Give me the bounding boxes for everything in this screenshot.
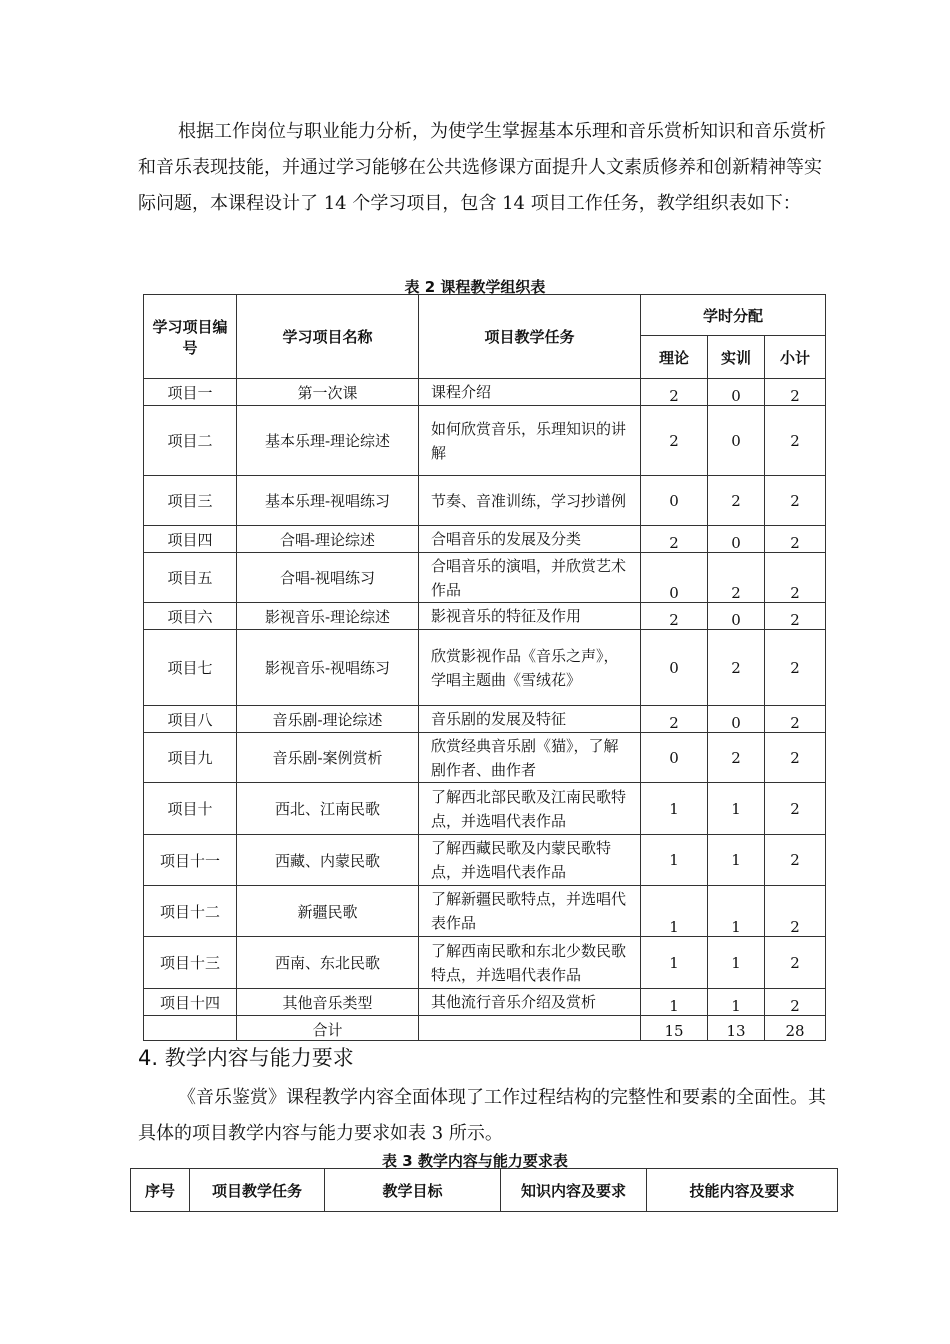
table2-caption: 表 2 课程教学组织表 bbox=[404, 278, 546, 296]
total-theory: 15 bbox=[641, 1016, 708, 1041]
practice-hours: 0 bbox=[708, 406, 765, 476]
project-no: 项目十 bbox=[144, 783, 237, 835]
header-subtotal: 小计 bbox=[765, 336, 826, 379]
project-task: 欣赏经典音乐剧《猫》，了解剧作者、曲作者 bbox=[419, 733, 641, 783]
subtotal-hours: 2 bbox=[765, 476, 826, 526]
table-row bbox=[144, 989, 826, 1016]
project-no: 项目九 bbox=[144, 733, 237, 783]
table-row bbox=[144, 630, 826, 706]
total-practice: 13 bbox=[708, 1016, 765, 1041]
practice-hours: 2 bbox=[708, 476, 765, 526]
practice-hours: 0 bbox=[708, 526, 765, 553]
header-project-name: 学习项目名称 bbox=[237, 295, 419, 379]
project-no: 项目十二 bbox=[144, 886, 237, 937]
project-name: 其他音乐类型 bbox=[237, 989, 419, 1016]
total-row bbox=[144, 1016, 826, 1041]
subtotal-hours: 2 bbox=[765, 835, 826, 886]
project-task: 影视音乐的特征及作用 bbox=[419, 603, 641, 630]
table-row bbox=[144, 733, 826, 783]
subtotal-hours: 2 bbox=[765, 733, 826, 783]
project-no: 项目八 bbox=[144, 706, 237, 733]
table-row bbox=[144, 379, 826, 406]
theory-hours: 0 bbox=[641, 733, 708, 783]
project-task: 了解西藏民歌及内蒙民歌特点，并选唱代表作品 bbox=[419, 835, 641, 886]
table-row bbox=[144, 937, 826, 989]
project-name: 第一次课 bbox=[237, 379, 419, 406]
subtotal-hours: 2 bbox=[765, 937, 826, 989]
total-subtotal: 28 bbox=[765, 1016, 826, 1041]
header-skills: 技能内容及要求 bbox=[647, 1169, 838, 1212]
theory-hours: 1 bbox=[641, 835, 708, 886]
intro-text: 根据工作岗位与职业能力分析，为使学生掌握基本乐理和音乐赏析知识和音乐赏析和音乐表现技能，并通过学习能够在公共选修课方面提升人文素质修养和创新精神等实际问题，本课程设计了 14 个学习项目，包含 14 项目工作任务，教学组织表如下： bbox=[138, 121, 826, 214]
subtotal-hours: 2 bbox=[765, 706, 826, 733]
project-name: 西南、东北民歌 bbox=[237, 937, 419, 989]
header-practice: 实训 bbox=[708, 336, 765, 379]
project-task: 合唱音乐的演唱，并欣赏艺术作品 bbox=[419, 553, 641, 603]
project-task: 音乐剧的发展及特征 bbox=[419, 706, 641, 733]
project-no: 项目十一 bbox=[144, 835, 237, 886]
table-row bbox=[144, 603, 826, 630]
project-name: 音乐剧-案例赏析 bbox=[237, 733, 419, 783]
project-no: 项目二 bbox=[144, 406, 237, 476]
table-row bbox=[144, 783, 826, 835]
project-name: 基本乐理-理论综述 bbox=[237, 406, 419, 476]
project-no: 项目七 bbox=[144, 630, 237, 706]
practice-hours: 2 bbox=[708, 630, 765, 706]
project-task: 课程介绍 bbox=[419, 379, 641, 406]
table-row bbox=[144, 886, 826, 937]
project-no: 项目十三 bbox=[144, 937, 237, 989]
intro-paragraph bbox=[138, 114, 838, 222]
total-empty-cell bbox=[144, 1016, 237, 1041]
project-task: 其他流行音乐介绍及赏析 bbox=[419, 989, 641, 1016]
project-task: 了解西北部民歌及江南民歌特点，并选唱代表作品 bbox=[419, 783, 641, 835]
subtotal-hours: 2 bbox=[765, 406, 826, 476]
header-teaching-task: 项目教学任务 bbox=[190, 1169, 325, 1212]
project-no: 项目四 bbox=[144, 526, 237, 553]
header-hours: 学时分配 bbox=[641, 295, 826, 336]
theory-hours: 2 bbox=[641, 406, 708, 476]
header-seq: 序号 bbox=[131, 1169, 190, 1212]
table-row bbox=[144, 526, 826, 553]
project-name: 影视音乐-理论综述 bbox=[237, 603, 419, 630]
practice-hours: 1 bbox=[708, 835, 765, 886]
header-teaching-goal: 教学目标 bbox=[325, 1169, 501, 1212]
practice-hours: 0 bbox=[708, 379, 765, 406]
header-task: 项目教学任务 bbox=[419, 295, 641, 379]
project-name: 音乐剧-理论综述 bbox=[237, 706, 419, 733]
table-row bbox=[144, 406, 826, 476]
header-theory: 理论 bbox=[641, 336, 708, 379]
table-row bbox=[144, 553, 826, 603]
project-task: 合唱音乐的发展及分类 bbox=[419, 526, 641, 553]
content-requirements-table bbox=[130, 1168, 838, 1212]
theory-hours: 2 bbox=[641, 379, 708, 406]
project-name: 合唱-理论综述 bbox=[237, 526, 419, 553]
project-task: 欣赏影视作品《音乐之声》，学唱主题曲《雪绒花》 bbox=[419, 630, 641, 706]
project-name: 西藏、内蒙民歌 bbox=[237, 835, 419, 886]
project-task: 节奏、音准训练，学习抄谱例 bbox=[419, 476, 641, 526]
subtotal-hours: 2 bbox=[765, 989, 826, 1016]
project-no: 项目三 bbox=[144, 476, 237, 526]
subtotal-hours: 2 bbox=[765, 783, 826, 835]
section-heading: 4. 教学内容与能力要求 bbox=[138, 1046, 354, 1070]
table-row bbox=[144, 835, 826, 886]
practice-hours: 2 bbox=[708, 733, 765, 783]
course-organization-table bbox=[143, 294, 826, 1041]
subtotal-hours: 2 bbox=[765, 630, 826, 706]
project-name: 西北、江南民歌 bbox=[237, 783, 419, 835]
project-name: 新疆民歌 bbox=[237, 886, 419, 937]
practice-hours: 0 bbox=[708, 706, 765, 733]
project-no: 项目六 bbox=[144, 603, 237, 630]
total-empty-cell bbox=[419, 1016, 641, 1041]
theory-hours: 1 bbox=[641, 989, 708, 1016]
subtotal-hours: 2 bbox=[765, 379, 826, 406]
theory-hours: 1 bbox=[641, 937, 708, 989]
theory-hours: 2 bbox=[641, 706, 708, 733]
theory-hours: 0 bbox=[641, 476, 708, 526]
practice-hours: 1 bbox=[708, 989, 765, 1016]
theory-hours: 0 bbox=[641, 553, 708, 603]
section4-text: 《音乐鉴赏》课程教学内容全面体现了工作过程结构的完整性和要素的全面性。其具体的项目教学内容与能力要求如表 3 所示。 bbox=[138, 1087, 826, 1144]
practice-hours: 2 bbox=[708, 553, 765, 603]
table3-caption: 表 3 教学内容与能力要求表 bbox=[382, 1152, 568, 1170]
theory-hours: 0 bbox=[641, 630, 708, 706]
table-row bbox=[144, 476, 826, 526]
practice-hours: 1 bbox=[708, 783, 765, 835]
theory-hours: 2 bbox=[641, 526, 708, 553]
theory-hours: 1 bbox=[641, 886, 708, 937]
project-task: 了解新疆民歌特点，并选唱代表作品 bbox=[419, 886, 641, 937]
subtotal-hours: 2 bbox=[765, 553, 826, 603]
theory-hours: 2 bbox=[641, 603, 708, 630]
subtotal-hours: 2 bbox=[765, 886, 826, 937]
project-no: 项目五 bbox=[144, 553, 237, 603]
project-name: 基本乐理-视唱练习 bbox=[237, 476, 419, 526]
project-name: 影视音乐-视唱练习 bbox=[237, 630, 419, 706]
practice-hours: 1 bbox=[708, 886, 765, 937]
project-no: 项目一 bbox=[144, 379, 237, 406]
table-row bbox=[144, 706, 826, 733]
subtotal-hours: 2 bbox=[765, 603, 826, 630]
practice-hours: 0 bbox=[708, 603, 765, 630]
subtotal-hours: 2 bbox=[765, 526, 826, 553]
project-task: 了解西南民歌和东北少数民歌特点，并选唱代表作品 bbox=[419, 937, 641, 989]
total-label: 合计 bbox=[237, 1016, 419, 1041]
theory-hours: 1 bbox=[641, 783, 708, 835]
section4-paragraph bbox=[138, 1080, 838, 1152]
header-knowledge: 知识内容及要求 bbox=[501, 1169, 647, 1212]
practice-hours: 1 bbox=[708, 937, 765, 989]
project-task: 如何欣赏音乐，乐理知识的讲解 bbox=[419, 406, 641, 476]
header-project-no: 学习项目编号 bbox=[144, 295, 237, 379]
project-name: 合唱-视唱练习 bbox=[237, 553, 419, 603]
project-no: 项目十四 bbox=[144, 989, 237, 1016]
